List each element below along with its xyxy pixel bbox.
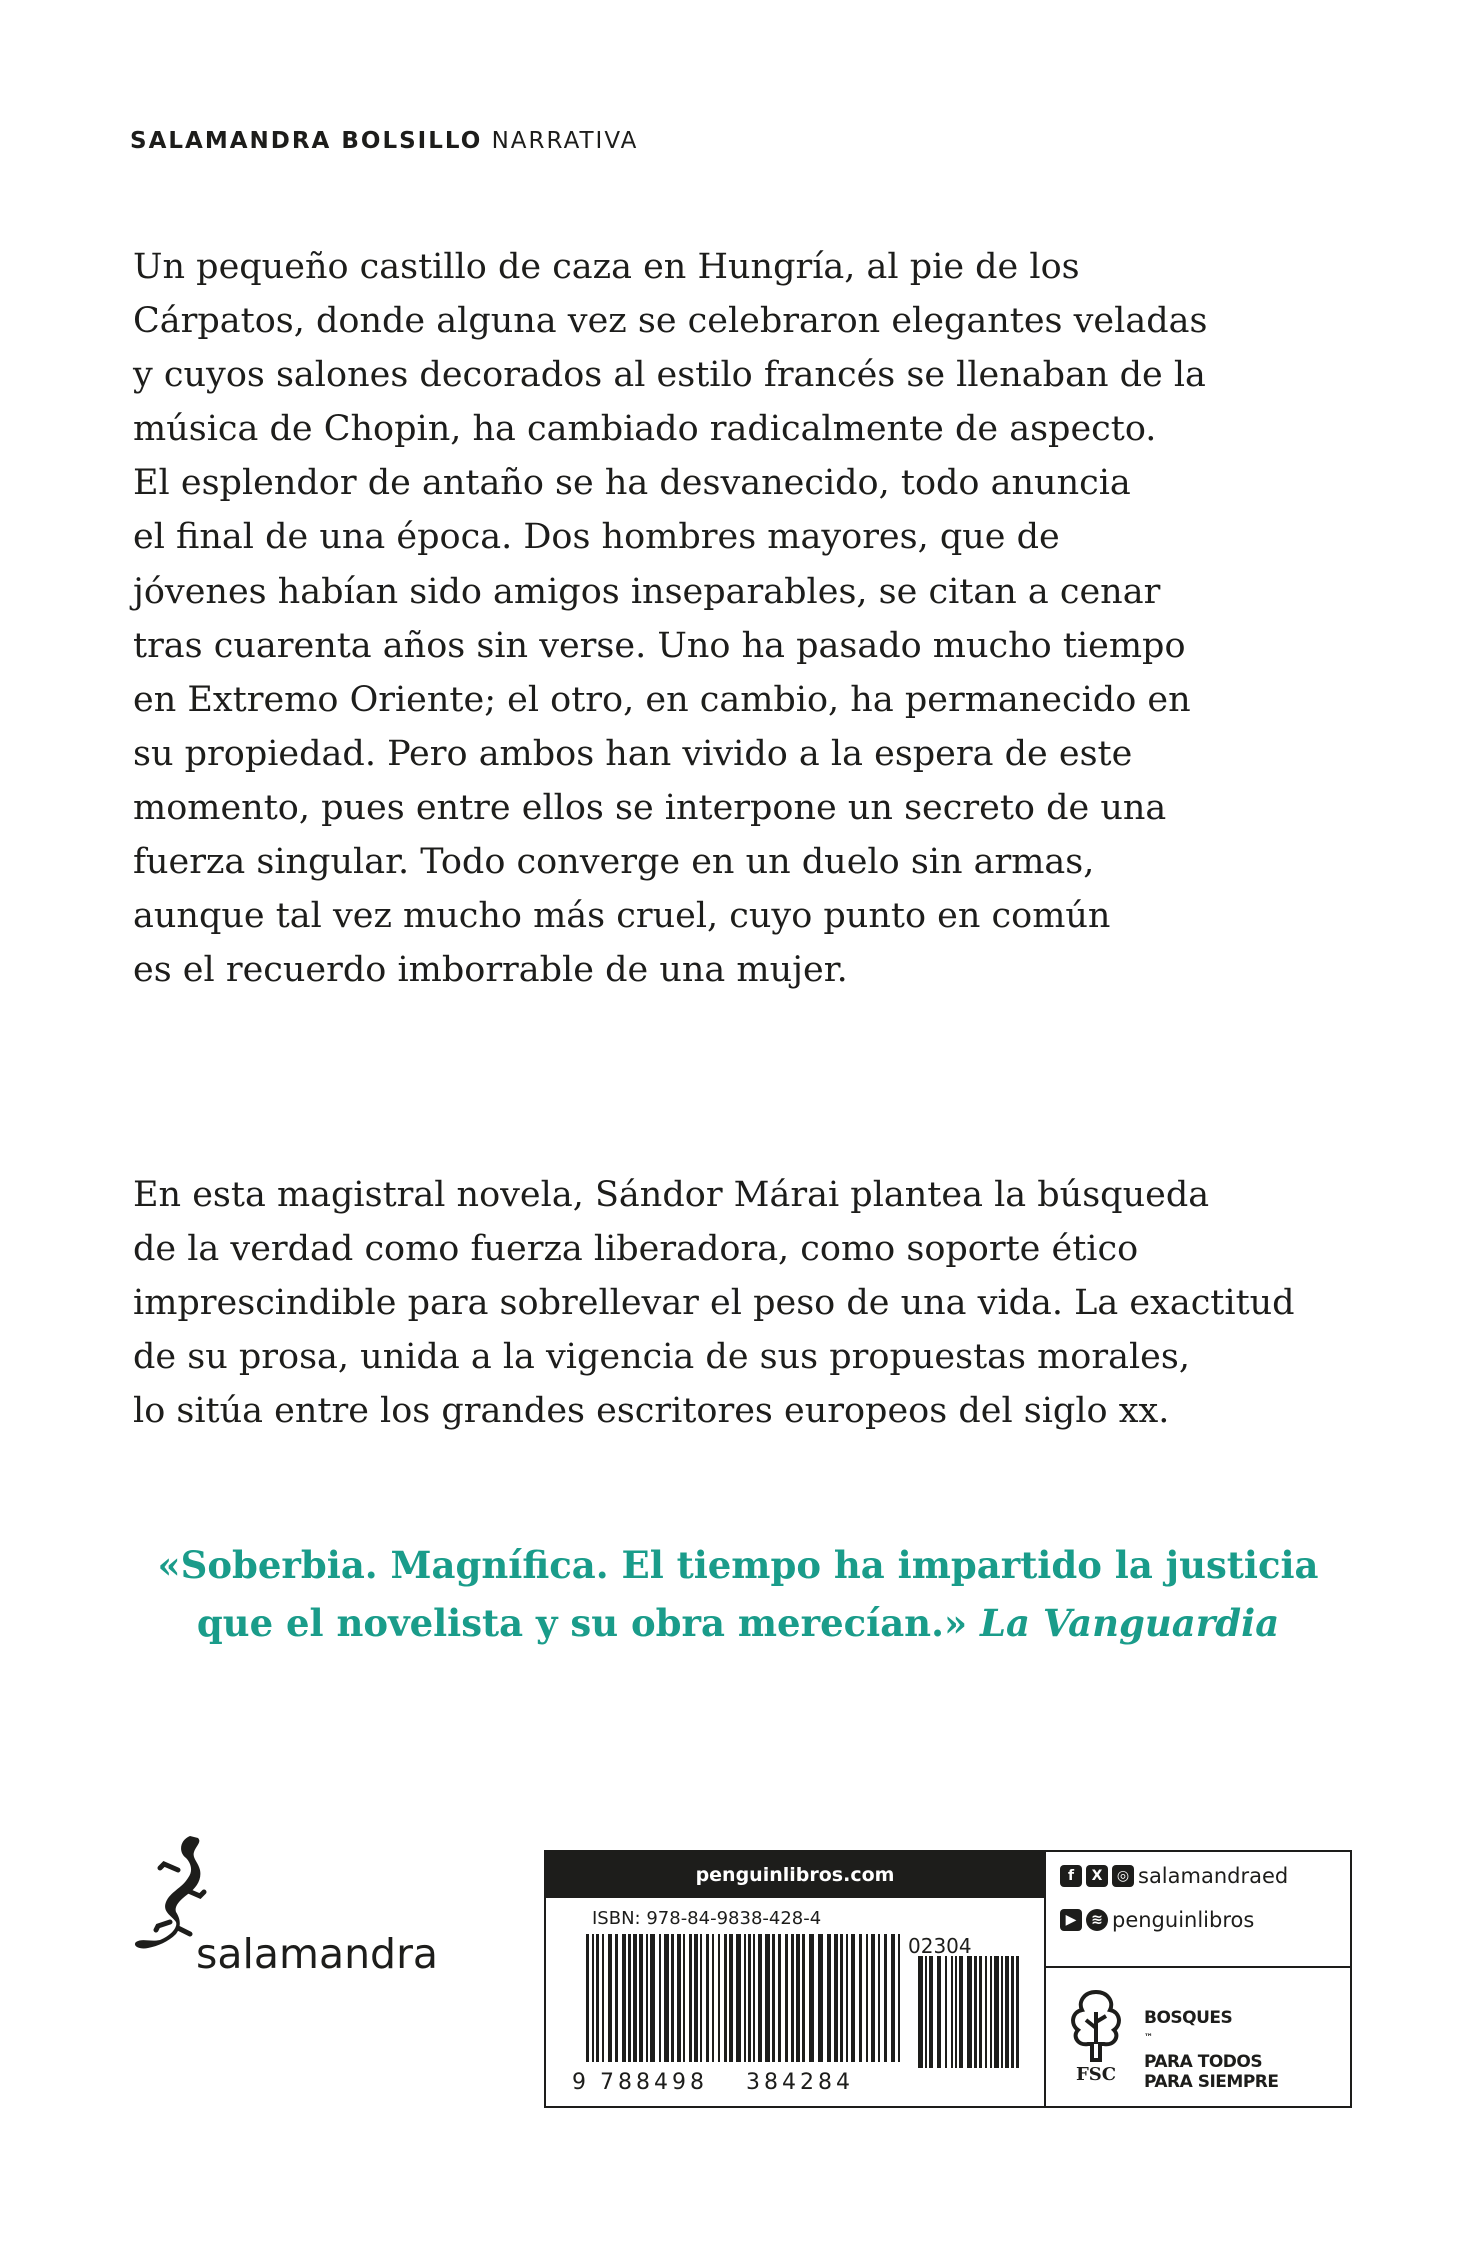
- text-line: tras cuarenta años sin verse. Uno ha pasado mucho tiempo: [133, 625, 1186, 666]
- barcode-bar: [866, 1934, 868, 2062]
- barcode-bar: [979, 1956, 982, 2068]
- barcode-bar: [729, 1934, 733, 2062]
- barcode-right-digits: 384284: [746, 2070, 854, 2095]
- barcode-bar: [891, 1934, 895, 2062]
- barcode-bar: [1001, 1956, 1003, 2068]
- barcode-bar: [724, 1934, 727, 2062]
- barcode-bar: [840, 1934, 843, 2062]
- quote-text: que el novelista y su obra merecían.»: [196, 1601, 968, 1645]
- barcode-bar: [859, 1934, 862, 2062]
- barcode-bar: [596, 1934, 599, 2062]
- x-icon[interactable]: X: [1086, 1865, 1108, 1887]
- barcode-bar: [718, 1934, 720, 2062]
- barcode-bar: [639, 1934, 643, 2062]
- quote-line-2: [0, 1594, 1476, 1652]
- text-line: jóvenes habían sido amigos inseparables, se citan a cenar: [133, 571, 1161, 612]
- barcode-bar: [959, 1956, 963, 2068]
- barcode-bar: [878, 1934, 880, 2062]
- barcode-bar: [706, 1934, 709, 2062]
- fsc-label: FSC: [1076, 2064, 1117, 2085]
- barcode-bar: [622, 1934, 626, 2062]
- fsc-slogan-line: BOSQUES ™: [1144, 2008, 1233, 2043]
- barcode-bar: [827, 1934, 831, 2062]
- barcode-bar: [791, 1934, 794, 2062]
- barcode-bar: [918, 1956, 923, 2068]
- publisher-name: salamandra: [196, 1930, 439, 1978]
- barcode-bar: [700, 1934, 702, 2062]
- text-line: de su prosa, unida a la vigencia de sus propuestas morales,: [133, 1337, 1190, 1378]
- spotify-icon[interactable]: ≋: [1086, 1909, 1108, 1931]
- barcode-bar: [884, 1934, 887, 2062]
- barcode-bar: [985, 1956, 987, 2068]
- barcode-bar: [677, 1934, 681, 2062]
- text-line: su propiedad. Pero ambos han vivido a la espera de este: [133, 733, 1133, 774]
- barcode-bar: [974, 1956, 977, 2068]
- barcode-bar: [994, 1956, 999, 2068]
- barcode-bar: [937, 1956, 941, 2068]
- barcode-bar: [646, 1934, 648, 2062]
- barcode-bar: [1011, 1956, 1014, 2068]
- barcode-bar: [615, 1934, 618, 2062]
- barcode-bar: [802, 1934, 805, 2062]
- text-line: imprescindible para sobrellevar el peso de una vida. La exactitud: [133, 1283, 1295, 1324]
- text-line: música de Chopin, ha cambiado radicalmente de aspecto.: [133, 409, 1157, 450]
- text-line: y cuyos salones decorados al estilo francés se llenaban de la: [133, 355, 1206, 396]
- barcode-bar: [712, 1934, 714, 2062]
- divider: [1046, 1966, 1350, 1968]
- barcode-bar: [967, 1956, 972, 2068]
- barcode-bar: [818, 1934, 823, 2062]
- text-line: en Extremo Oriente; el otro, en cambio, ha permanecido en: [133, 679, 1191, 720]
- barcode-bar: [851, 1934, 855, 2062]
- series-line: [130, 128, 638, 154]
- barcode-left-digits: 788498: [600, 2070, 708, 2095]
- text-line: el final de una época. Dos hombres mayores, que de: [133, 517, 1060, 558]
- social-handle[interactable]: penguinlibros: [1112, 1908, 1255, 1932]
- series-brand: SALAMANDRA BOLSILLO: [130, 128, 483, 154]
- social-row-2: [1060, 1908, 1254, 1932]
- text-line: momento, pues entre ellos se interpone un secreto de una: [133, 787, 1167, 828]
- text-line: Un pequeño castillo de caza en Hungría, al pie de los: [133, 247, 1080, 287]
- barcode-bar: [925, 1956, 927, 2068]
- barcode-bar: [628, 1934, 631, 2062]
- barcode-bar: [650, 1934, 655, 2062]
- divider: [1044, 1852, 1046, 2106]
- synopsis-paragraph-2: [133, 1168, 1348, 1438]
- press-quote: [0, 1536, 1476, 1652]
- barcode-bar: [602, 1934, 604, 2062]
- barcode-bar: [748, 1934, 751, 2062]
- text-line: lo sitúa entre los grandes escritores europeos del siglo xx.: [133, 1391, 1170, 1432]
- fsc-slogan-line: PARA SIEMPRE: [1144, 2071, 1279, 2092]
- barcode-bar: [633, 1934, 637, 2062]
- barcode-bar: [990, 1956, 992, 2068]
- barcode-bar: [765, 1934, 770, 2062]
- social-row-1: [1060, 1864, 1288, 1888]
- text-line: En esta magistral novela, Sándor Márai plantea la búsqueda: [133, 1175, 1210, 1215]
- quote-source: La Vanguardia: [979, 1601, 1280, 1645]
- fsc-slogan: [1144, 2008, 1278, 2092]
- barcode-bar: [809, 1934, 814, 2062]
- instagram-icon[interactable]: ◎: [1112, 1865, 1134, 1887]
- barcode-bar: [955, 1956, 957, 2068]
- text-line: aunque tal vez mucho más cruel, cuyo punto en común: [133, 896, 1111, 937]
- social-handle[interactable]: salamandraed: [1138, 1864, 1289, 1888]
- barcode-bar: [945, 1956, 947, 2068]
- barcode-addon-number: 02304: [908, 1934, 972, 1958]
- barcode-bar: [664, 1934, 669, 2062]
- barcode-bar: [898, 1934, 900, 2062]
- barcode-bar: [659, 1934, 661, 2062]
- barcode-bar: [758, 1934, 762, 2062]
- text-line: de la verdad como fuerza liberadora, como soporte ético: [133, 1229, 1139, 1270]
- website-label[interactable]: penguinlibros.com: [546, 1852, 1044, 1898]
- facebook-icon[interactable]: f: [1060, 1865, 1082, 1887]
- isbn-label: ISBN: 978-84-9838-428-4: [592, 1908, 822, 1929]
- barcode-bar: [834, 1934, 838, 2062]
- barcode-bar: [1005, 1956, 1009, 2068]
- barcode-bar: [929, 1956, 933, 2068]
- barcode-bar: [689, 1934, 692, 2062]
- text-line: Cárpatos, donde alguna vez se celebraron elegantes veladas: [133, 301, 1208, 342]
- barcode-bar: [586, 1934, 589, 2062]
- barcode-bar: [608, 1934, 612, 2062]
- quote-line-1: «Soberbia. Magnífica. El tiempo ha impartido la justicia: [157, 1543, 1319, 1587]
- barcode-bar: [592, 1934, 594, 2062]
- barcode-bar: [778, 1934, 781, 2062]
- barcode-bar: [796, 1934, 800, 2062]
- barcode-bar: [736, 1934, 741, 2062]
- youtube-icon[interactable]: ▶: [1060, 1909, 1082, 1931]
- barcode-bar: [772, 1934, 775, 2062]
- barcode-bar: [1016, 1956, 1019, 2068]
- series-collection: NARRATIVA: [491, 128, 639, 154]
- text-line: El esplendor de antaño se ha desvanecido, todo anuncia: [133, 463, 1131, 504]
- barcode-bar: [753, 1934, 755, 2062]
- barcode-bar: [671, 1934, 674, 2062]
- barcode-bar: [694, 1934, 698, 2062]
- barcode-first-digit: 9: [572, 2070, 586, 2095]
- barcode-box: [544, 1850, 1352, 2108]
- barcode-bar: [744, 1934, 746, 2062]
- barcode-bar: [871, 1934, 875, 2062]
- text-line: es el recuerdo imborrable de una mujer.: [133, 950, 848, 991]
- barcode-bar: [785, 1934, 788, 2062]
- barcode-bar: [951, 1956, 953, 2068]
- synopsis-paragraph-1: [133, 240, 1348, 997]
- text-line: fuerza singular. Todo converge en un duelo sin armas,: [133, 842, 1095, 883]
- barcode-bar: [846, 1934, 848, 2062]
- fsc-slogan-line: PARA TODOS: [1144, 2051, 1263, 2072]
- fsc-tree-icon: [1058, 1988, 1134, 2064]
- barcode-bar: [683, 1934, 685, 2062]
